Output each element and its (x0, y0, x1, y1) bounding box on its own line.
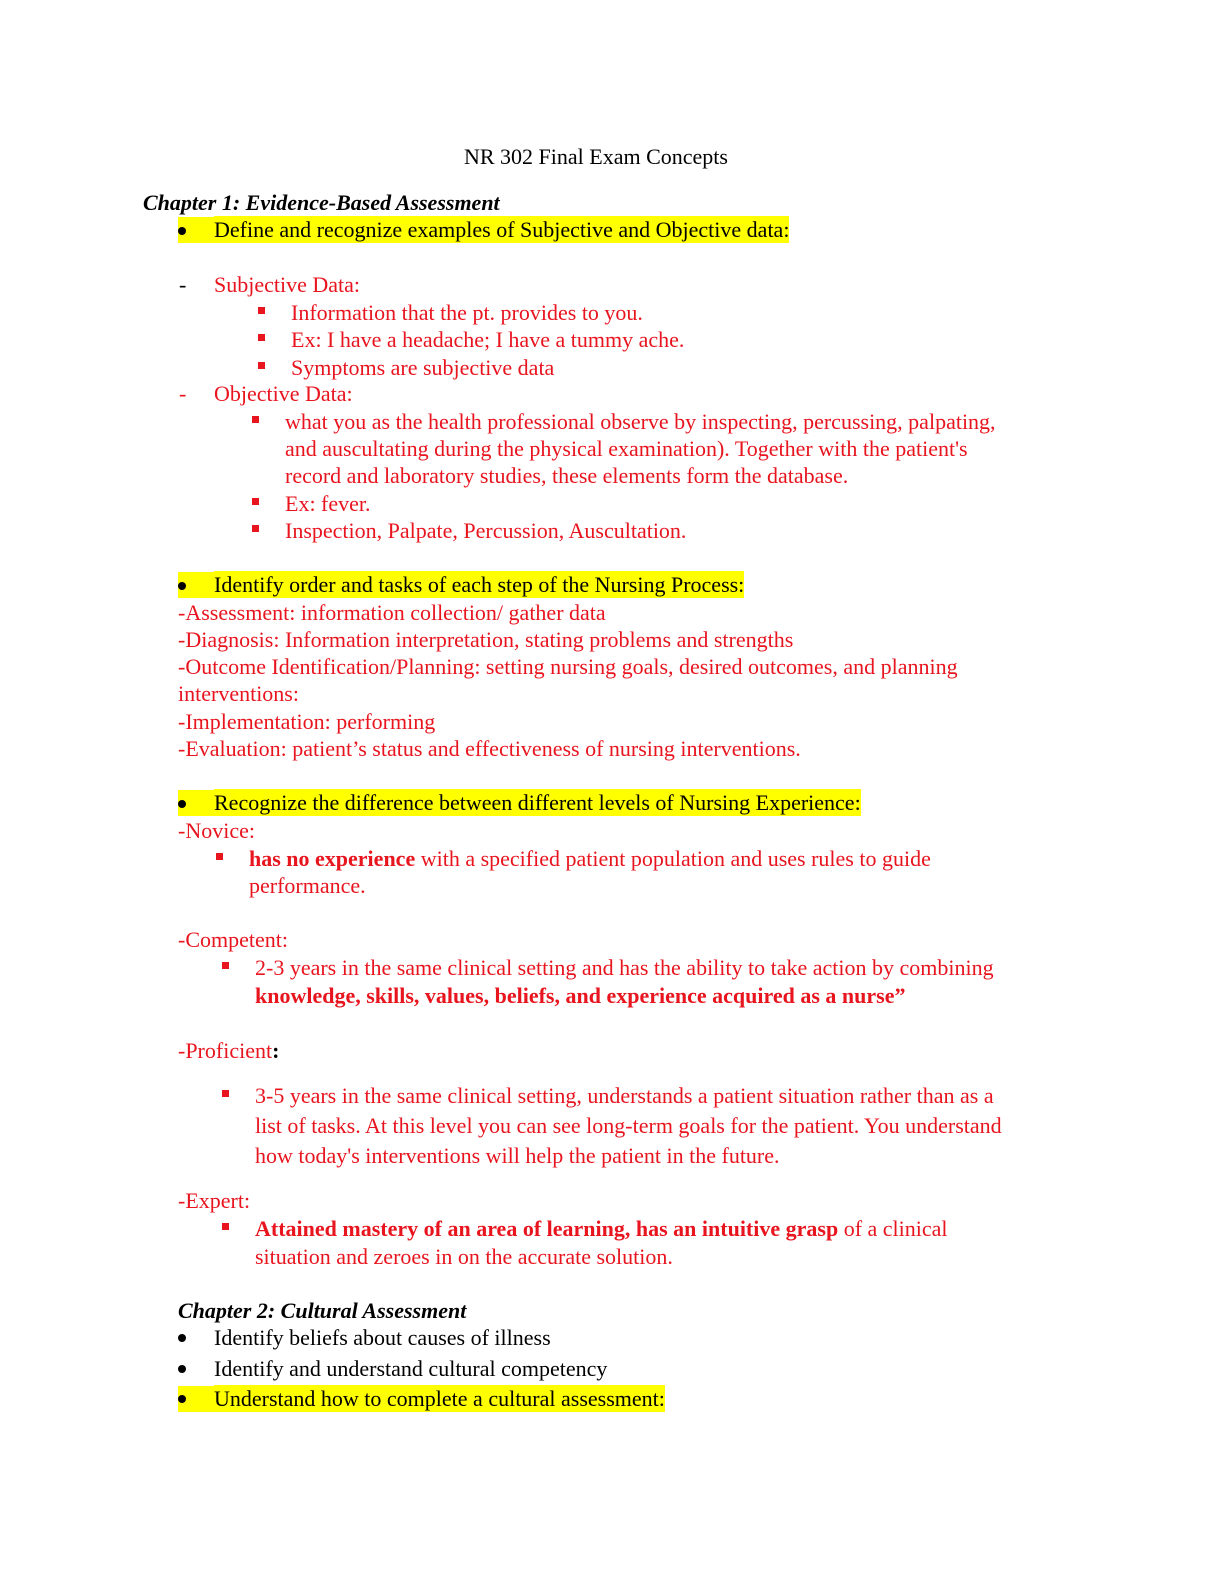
subjective-item: Symptoms are subjective data (291, 355, 555, 380)
chapter-2-item: Identify and understand cultural competency (214, 1356, 608, 1381)
bullet-square-icon (252, 525, 259, 532)
question-nursing-process: Identify order and tasks of each step of the Nursing Process: (214, 572, 745, 597)
bullet-disc-icon (178, 582, 186, 590)
proficient-description: list of tasks. At this level you can see long-term goals for the patient. You understand (255, 1113, 1002, 1138)
process-line: interventions: (178, 681, 299, 706)
novice-description (249, 845, 931, 872)
expert-description (255, 1215, 948, 1242)
expert-bold-text: Attained mastery of an area of learning, has an intuitive grasp (255, 1216, 839, 1241)
subjective-item: Information that the pt. provides to you. (291, 300, 643, 325)
competent-description: 2-3 years in the same clinical setting and has the ability to take action by combining (255, 955, 994, 980)
competent-label: -Competent: (178, 927, 288, 952)
bullet-square-icon (258, 307, 265, 314)
proficient-label (178, 1037, 279, 1064)
subjective-label: Subjective Data: (214, 272, 361, 297)
proficient-description: how today's interventions will help the patient in the future. (255, 1143, 780, 1168)
expert-text: of a clinical (838, 1216, 948, 1241)
chapter-2-item: Identify beliefs about causes of illness (214, 1325, 551, 1350)
proficient-description: 3-5 years in the same clinical setting, understands a patient situation rather than as a (255, 1083, 994, 1108)
objective-item: Ex: fever. (285, 491, 371, 516)
objective-item-line: record and laboratory studies, these elements form the database. (285, 463, 849, 488)
bullet-square-icon (222, 962, 229, 969)
subjective-item: Ex: I have a headache; I have a tummy ache. (291, 327, 685, 352)
objective-item-line: and auscultating during the physical examination). Together with the patient's (285, 436, 968, 461)
subjective-dash: - (179, 272, 187, 297)
question-subjective-objective: Define and recognize examples of Subjective and Objective data: (214, 217, 790, 242)
process-line: -Diagnosis: Information interpretation, stating problems and strengths (178, 627, 794, 652)
bullet-disc-icon (178, 1395, 186, 1403)
process-line: -Outcome Identification/Planning: setting nursing goals, desired outcomes, and planning (178, 654, 958, 679)
process-line: -Evaluation: patient’s status and effectiveness of nursing interventions. (178, 736, 801, 761)
novice-text: with a specified patient population and uses rules to guide (415, 846, 931, 871)
novice-bold-text: has no experience (249, 846, 416, 871)
proficient-label-text: -Proficient (178, 1038, 273, 1063)
bullet-disc-icon (178, 1365, 186, 1373)
proficient-colon: : (272, 1038, 280, 1063)
objective-label: Objective Data: (214, 381, 353, 406)
expert-label: -Expert: (178, 1188, 251, 1213)
novice-description-line2: performance. (249, 873, 366, 898)
bullet-disc-icon (178, 1334, 186, 1342)
competent-description-bold: knowledge, skills, values, beliefs, and experience acquired as a nurse” (255, 983, 906, 1008)
process-line: -Implementation: performing (178, 709, 436, 734)
bullet-disc-icon (178, 800, 186, 808)
question-experience-levels: Recognize the difference between different levels of Nursing Experience: (214, 790, 861, 815)
bullet-square-icon (252, 498, 259, 505)
bullet-disc-icon (178, 227, 186, 235)
bullet-square-icon (258, 362, 265, 369)
bullet-square-icon (222, 1090, 229, 1097)
chapter-2-item-highlighted: Understand how to complete a cultural assessment: (214, 1386, 665, 1411)
objective-item: Inspection, Palpate, Percussion, Auscultation. (285, 518, 687, 543)
objective-dash: - (179, 381, 187, 406)
expert-description-line2: situation and zeroes in on the accurate solution. (255, 1244, 673, 1269)
chapter-1-heading: Chapter 1: Evidence-Based Assessment (143, 190, 500, 215)
process-line: -Assessment: information collection/ gather data (178, 600, 606, 625)
bullet-square-icon (258, 334, 265, 341)
bullet-square-icon (252, 416, 259, 423)
document-title: NR 302 Final Exam Concepts (464, 144, 728, 169)
chapter-2-heading: Chapter 2: Cultural Assessment (178, 1298, 467, 1323)
novice-label: -Novice: (178, 818, 255, 843)
bullet-square-icon (222, 1223, 229, 1230)
objective-item-line: what you as the health professional observe by inspecting, percussing, palpating, (285, 409, 996, 434)
bullet-square-icon (216, 853, 223, 860)
